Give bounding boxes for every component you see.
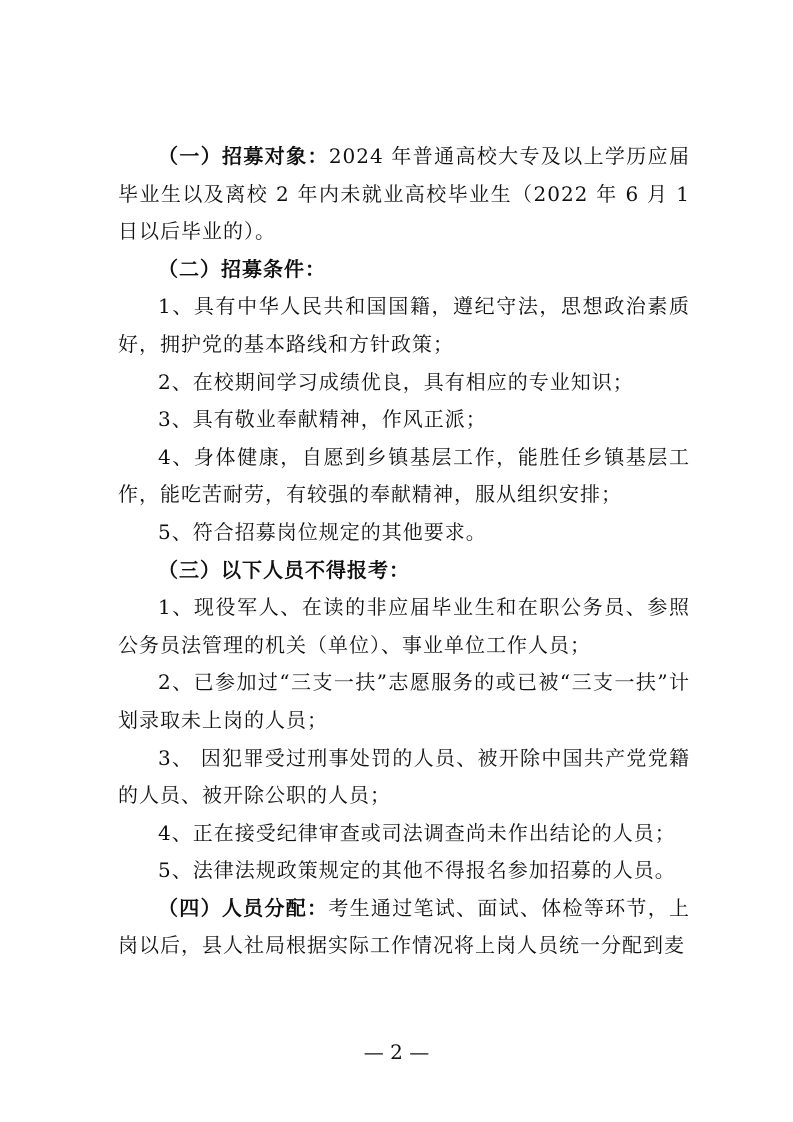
paragraph-text: 2024 年普通高校大专及以上学历应届毕业生以及离校 2 年内未就业高校毕业生（2022 年 6 月 1 日以后毕业的）。 bbox=[118, 144, 690, 244]
paragraph-text: 5、符合招募岗位规定的其他要求。 bbox=[158, 519, 487, 544]
paragraph-text: 4、身体健康，自愿到乡镇基层工作，能胜任乡镇基层工作，能吃苦耐劳，有较强的奉献精神，服从组织安排； bbox=[118, 444, 690, 507]
paragraph-text: 5、法律法规政策规定的其他不得报名参加招募的人员。 bbox=[158, 858, 676, 883]
excluded-item-3 bbox=[118, 740, 690, 815]
page-number: — 2 — bbox=[363, 1040, 430, 1064]
condition-item-4 bbox=[118, 439, 690, 514]
excluded-item-1 bbox=[118, 589, 690, 664]
condition-item-3 bbox=[118, 401, 690, 439]
paragraph-text: 1、现役军人、在读的非应届毕业生和在职公务员、参照公务员法管理的机关（单位）、事业单位工作人员； bbox=[118, 595, 690, 657]
condition-item-5 bbox=[118, 514, 690, 552]
excluded-persons-heading bbox=[118, 552, 690, 590]
recruit-conditions-heading bbox=[118, 251, 690, 289]
recruit-target-paragraph bbox=[118, 138, 690, 251]
section-heading-2: （二）招募条件： bbox=[158, 256, 326, 281]
excluded-item-4 bbox=[118, 815, 690, 853]
personnel-allocation-paragraph bbox=[118, 890, 690, 965]
section-heading-3: （三）以下人员不得报考： bbox=[158, 557, 410, 582]
paragraph-text: 4、正在接受纪律审查或司法调查尚未作出结论的人员； bbox=[158, 820, 676, 845]
paragraph-text: 3、具有敬业奉献精神，作风正派； bbox=[158, 407, 487, 432]
section-heading-4: （四）人员分配： bbox=[158, 895, 329, 920]
condition-item-2 bbox=[118, 364, 690, 402]
paragraph-text: 2、已参加过“三支一扶”志愿服务的或已被“三支一扶”计划录取未上岗的人员； bbox=[118, 670, 690, 732]
paragraph-text: 3、 因犯罪受过刑事处罚的人员、被开除中国共产党党籍的人员、被开除公职的人员； bbox=[118, 745, 690, 808]
document-body bbox=[118, 138, 690, 965]
excluded-item-5 bbox=[118, 852, 690, 890]
excluded-item-2 bbox=[118, 664, 690, 739]
section-heading-1: （一）招募对象： bbox=[158, 144, 329, 168]
paragraph-text: 2、在校期间学习成绩优良，具有相应的专业知识； bbox=[158, 369, 634, 394]
condition-item-1 bbox=[118, 288, 690, 363]
paragraph-text: 1、具有中华人民共和国国籍，遵纪守法，思想政治素质好，拥护党的基本路线和方针政策； bbox=[118, 294, 690, 356]
paragraph-text: 考生通过笔试、面试、体检等环节，上岗以后，县人社局根据实际工作情况将上岗人员统一分配到麦 bbox=[118, 895, 691, 958]
